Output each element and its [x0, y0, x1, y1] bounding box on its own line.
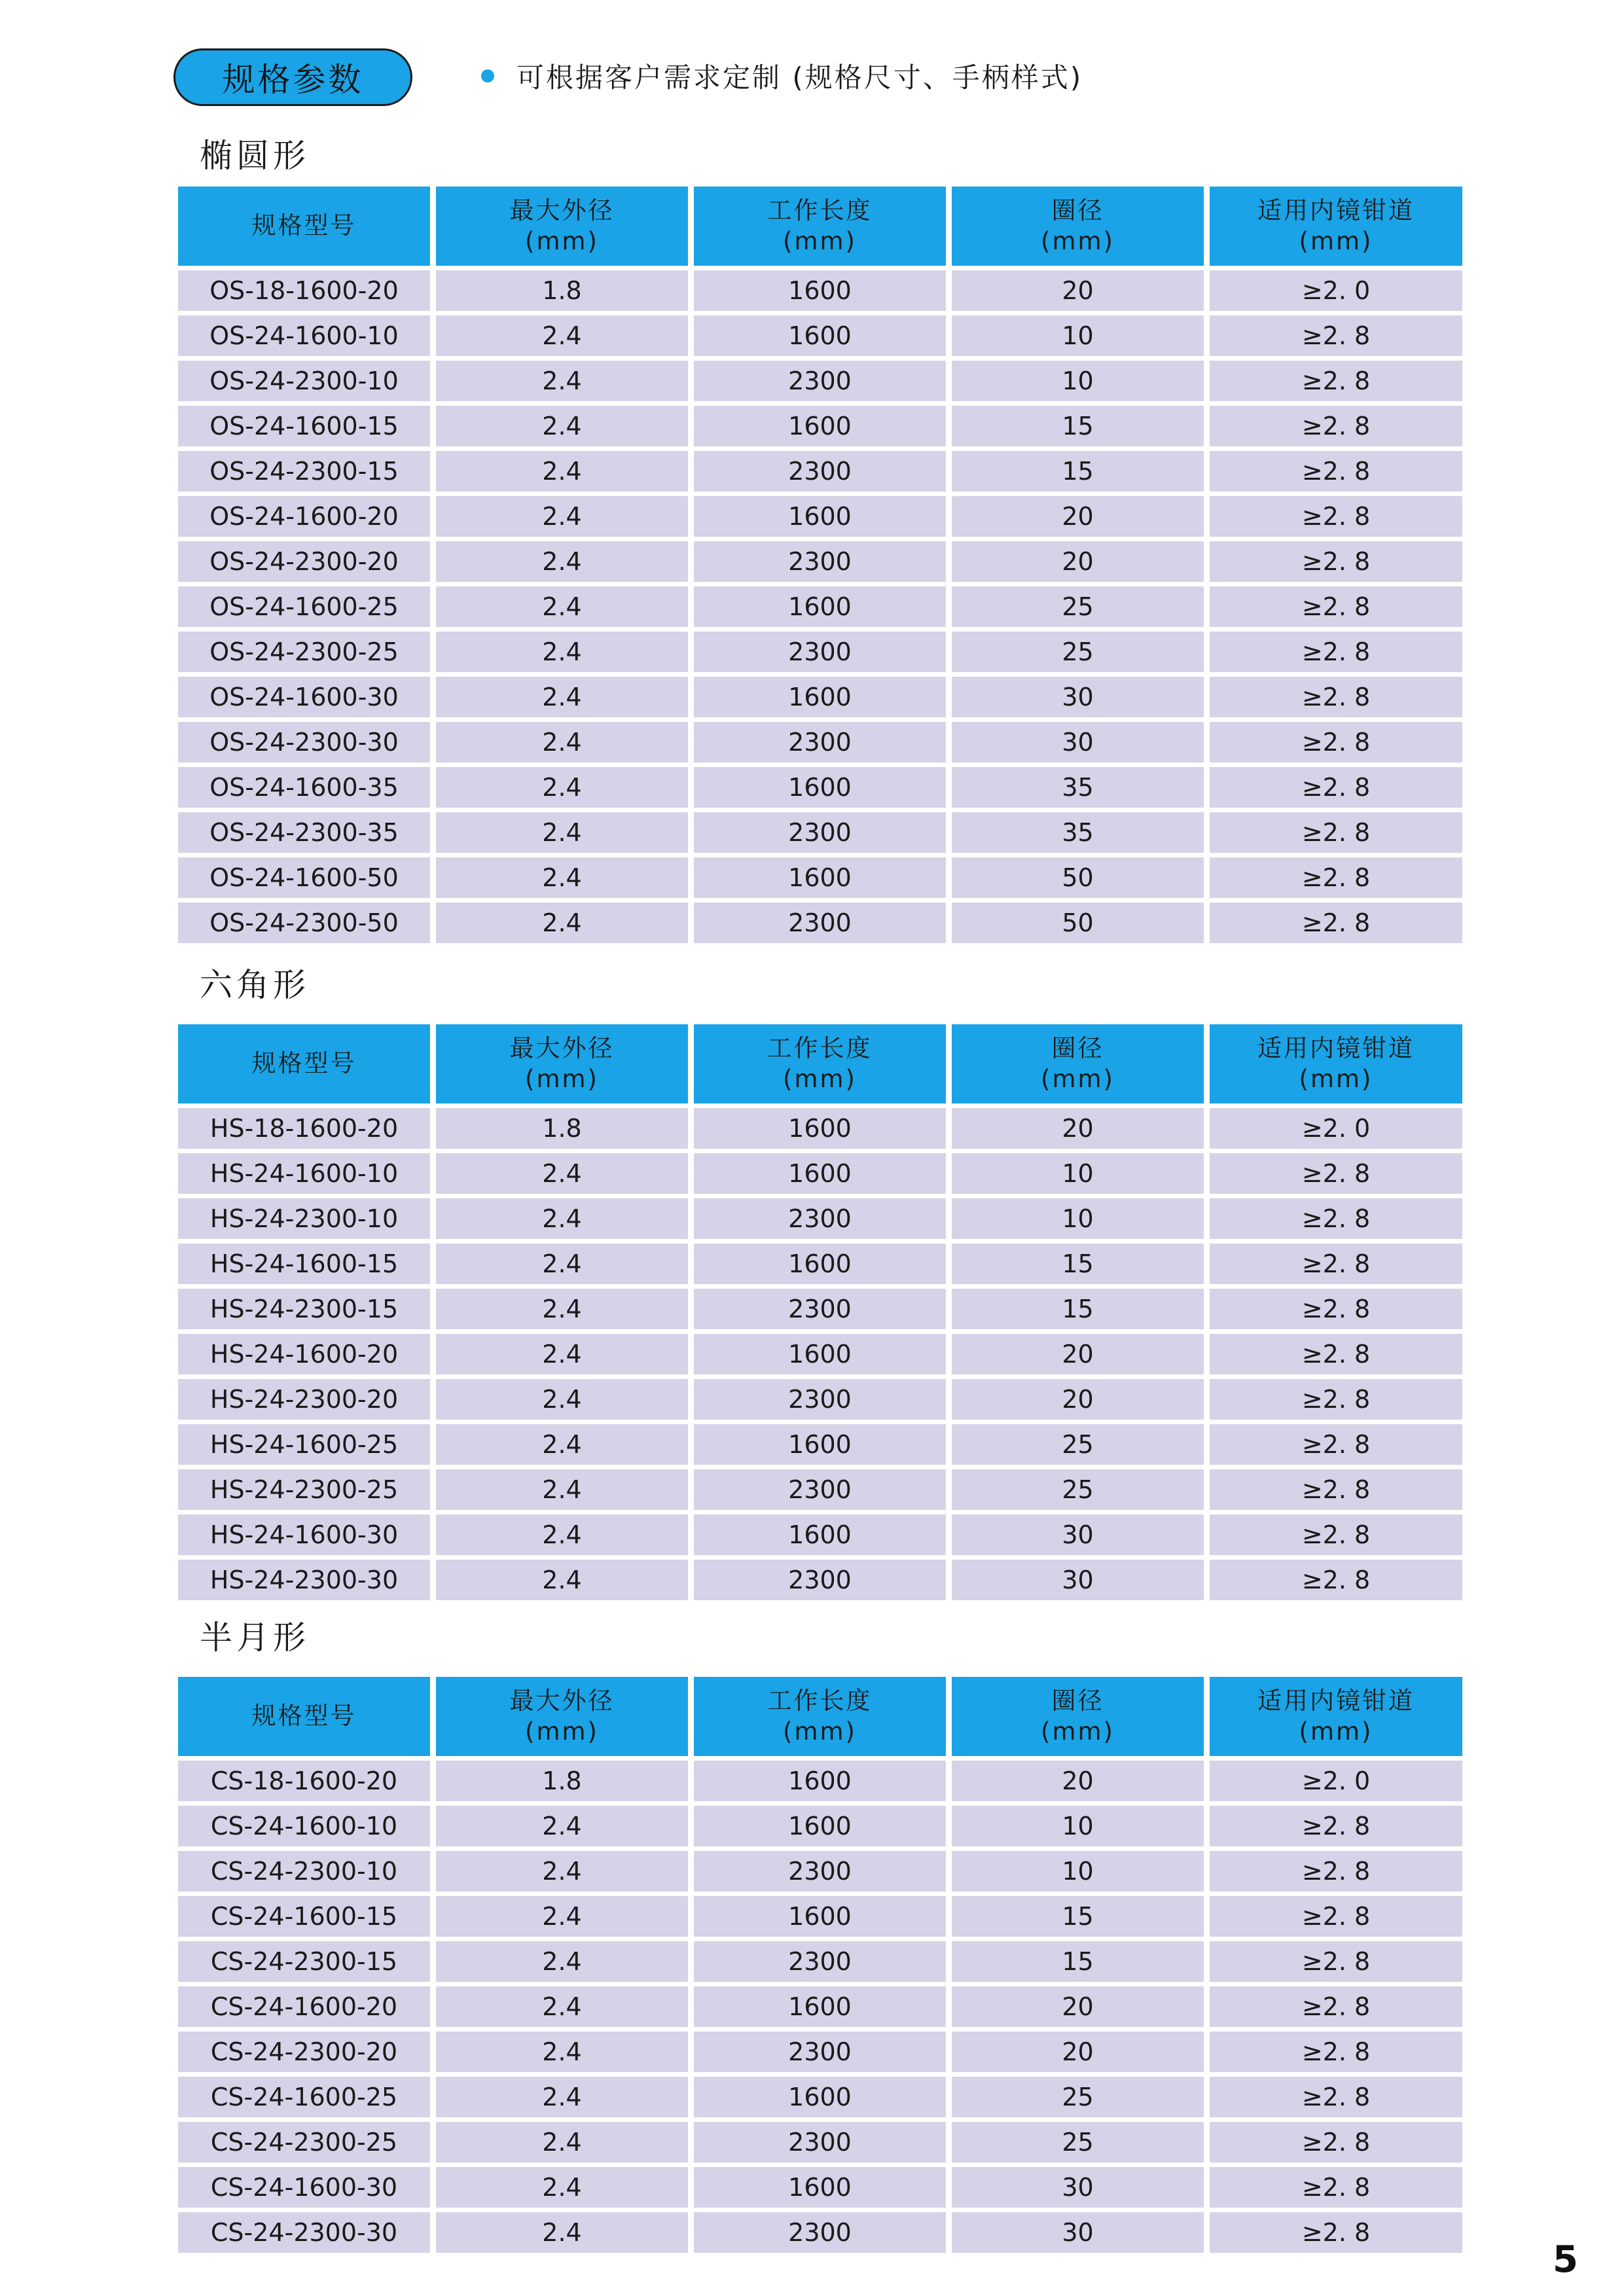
cell-length: 2300	[694, 632, 946, 672]
cell-length: 1600	[694, 2077, 946, 2117]
table-row	[178, 451, 1462, 492]
cell-length: 2300	[694, 2032, 946, 2072]
cell-loop: 25	[952, 2122, 1204, 2162]
header-cell-length	[694, 187, 946, 266]
cell-loop: 10	[952, 1851, 1204, 1892]
cell-max-od: 2.4	[436, 2122, 688, 2162]
cell-channel: ≥2. 8	[1210, 722, 1462, 762]
cell-channel: ≥2. 8	[1210, 677, 1462, 717]
table-row	[178, 812, 1462, 853]
cell-length: 1600	[694, 1515, 946, 1555]
cell-length: 2300	[694, 1469, 946, 1510]
table-row	[178, 1379, 1462, 1420]
cell-channel: ≥2. 8	[1210, 767, 1462, 808]
cell-channel: ≥2. 8	[1210, 1289, 1462, 1329]
table-row	[178, 1289, 1462, 1329]
cell-channel: ≥2. 8	[1210, 2167, 1462, 2208]
header-unit: (mm)	[1041, 226, 1115, 255]
cell-max-od: 2.4	[436, 1515, 688, 1555]
cell-channel: ≥2. 8	[1210, 1469, 1462, 1510]
cell-max-od: 2.4	[436, 541, 688, 582]
header-label: 工作长度	[767, 196, 873, 225]
table-row	[178, 2032, 1462, 2072]
cell-loop: 30	[952, 677, 1204, 717]
header-unit: (mm)	[1041, 1717, 1115, 1746]
header-cell-loop	[952, 1677, 1204, 1756]
cell-channel: ≥2. 0	[1210, 270, 1462, 311]
cell-length: 2300	[694, 1198, 946, 1239]
cell-length: 2300	[694, 1289, 946, 1329]
cell-max-od: 2.4	[436, 1424, 688, 1465]
table-row	[178, 1153, 1462, 1194]
cell-channel: ≥2. 8	[1210, 1806, 1462, 1846]
header-label: 工作长度	[767, 1034, 873, 1063]
header-unit: (mm)	[525, 1717, 599, 1746]
cell-model: CS-24-1600-10	[178, 1806, 430, 1846]
cell-loop: 30	[952, 1560, 1204, 1600]
cell-channel: ≥2. 8	[1210, 1851, 1462, 1892]
header-unit: (mm)	[1299, 1717, 1373, 1746]
cell-loop: 35	[952, 812, 1204, 853]
cell-model: CS-24-2300-10	[178, 1851, 430, 1892]
cell-max-od: 2.4	[436, 812, 688, 853]
cell-max-od: 1.8	[436, 1108, 688, 1149]
header-label: 最大外径	[509, 1687, 615, 1715]
cell-model: OS-24-2300-10	[178, 361, 430, 401]
table-row	[178, 1108, 1462, 1149]
cell-channel: ≥2. 8	[1210, 632, 1462, 672]
customization-note	[481, 56, 1083, 96]
cell-max-od: 2.4	[436, 2032, 688, 2072]
header-label: 适用内镜钳道	[1257, 196, 1415, 225]
cell-channel: ≥2. 8	[1210, 2212, 1462, 2253]
cell-length: 2300	[694, 1941, 946, 1982]
table-row	[178, 406, 1462, 446]
cell-model: OS-24-1600-35	[178, 767, 430, 808]
cell-length: 1600	[694, 496, 946, 537]
cell-loop: 25	[952, 1424, 1204, 1465]
cell-model: OS-24-2300-30	[178, 722, 430, 762]
cell-model: CS-24-1600-25	[178, 2077, 430, 2117]
cell-channel: ≥2. 8	[1210, 1986, 1462, 2027]
cell-length: 2300	[694, 1560, 946, 1600]
customization-note-text: 可根据客户需求定制 (规格尺寸、手柄样式)	[516, 62, 1083, 94]
cell-model: CS-24-2300-15	[178, 1941, 430, 1982]
table-row	[178, 1560, 1462, 1600]
cell-max-od: 2.4	[436, 903, 688, 943]
cell-max-od: 2.4	[436, 2212, 688, 2253]
cell-length: 1600	[694, 857, 946, 898]
header-label: 圈径	[1051, 1687, 1104, 1715]
cell-length: 1600	[694, 1334, 946, 1374]
table-header-row	[178, 1024, 1462, 1103]
cell-length: 2300	[694, 1851, 946, 1892]
header-cell-loop	[952, 1024, 1204, 1103]
header-label: 规格型号	[251, 211, 357, 240]
cell-length: 1600	[694, 270, 946, 311]
table-row	[178, 1986, 1462, 2027]
cell-channel: ≥2. 8	[1210, 496, 1462, 537]
header-unit: (mm)	[783, 226, 857, 255]
cell-model: OS-18-1600-20	[178, 270, 430, 311]
header-unit: (mm)	[1299, 1064, 1373, 1093]
table-row	[178, 1806, 1462, 1846]
cell-channel: ≥2. 8	[1210, 857, 1462, 898]
cell-channel: ≥2. 8	[1210, 2077, 1462, 2117]
spec-table-oval	[178, 187, 1462, 948]
header-label: 规格型号	[251, 1049, 357, 1078]
table-header-row	[178, 1677, 1462, 1756]
cell-model: OS-24-1600-50	[178, 857, 430, 898]
cell-max-od: 2.4	[436, 1469, 688, 1510]
cell-loop: 10	[952, 315, 1204, 356]
cell-max-od: 1.8	[436, 1761, 688, 1801]
cell-channel: ≥2. 8	[1210, 586, 1462, 627]
cell-max-od: 2.4	[436, 1851, 688, 1892]
cell-max-od: 2.4	[436, 1334, 688, 1374]
cell-model: OS-24-1600-20	[178, 496, 430, 537]
cell-length: 2300	[694, 903, 946, 943]
cell-model: HS-24-1600-20	[178, 1334, 430, 1374]
table-header-row	[178, 187, 1462, 266]
cell-model: CS-24-2300-30	[178, 2212, 430, 2253]
cell-max-od: 2.4	[436, 1244, 688, 1284]
cell-length: 2300	[694, 722, 946, 762]
cell-length: 1600	[694, 406, 946, 446]
cell-length: 2300	[694, 2122, 946, 2162]
cell-loop: 50	[952, 857, 1204, 898]
table-row	[178, 2212, 1462, 2253]
cell-channel: ≥2. 8	[1210, 451, 1462, 492]
header-cell-model	[178, 1024, 430, 1103]
table-row	[178, 1244, 1462, 1284]
cell-channel: ≥2. 8	[1210, 1244, 1462, 1284]
cell-loop: 25	[952, 586, 1204, 627]
cell-model: HS-24-1600-30	[178, 1515, 430, 1555]
cell-max-od: 2.4	[436, 1153, 688, 1194]
table-row	[178, 1761, 1462, 1801]
cell-max-od: 2.4	[436, 586, 688, 627]
cell-length: 1600	[694, 315, 946, 356]
cell-channel: ≥2. 8	[1210, 2122, 1462, 2162]
cell-length: 1600	[694, 1896, 946, 1937]
cell-length: 1600	[694, 586, 946, 627]
cell-channel: ≥2. 8	[1210, 406, 1462, 446]
cell-loop: 20	[952, 1379, 1204, 1420]
table-row	[178, 270, 1462, 311]
cell-loop: 20	[952, 270, 1204, 311]
header-label: 最大外径	[509, 196, 615, 225]
cell-model: HS-24-1600-25	[178, 1424, 430, 1465]
cell-channel: ≥2. 8	[1210, 541, 1462, 582]
cell-channel: ≥2. 8	[1210, 1560, 1462, 1600]
header-unit: (mm)	[1041, 1064, 1115, 1093]
cell-max-od: 2.4	[436, 1379, 688, 1420]
cell-length: 2300	[694, 361, 946, 401]
table-row	[178, 541, 1462, 582]
table-row	[178, 2167, 1462, 2208]
cell-model: OS-24-1600-15	[178, 406, 430, 446]
header-label: 适用内镜钳道	[1257, 1687, 1415, 1715]
cell-channel: ≥2. 8	[1210, 1941, 1462, 1982]
cell-model: OS-24-2300-25	[178, 632, 430, 672]
cell-channel: ≥2. 0	[1210, 1108, 1462, 1149]
header-cell-channel	[1210, 1024, 1462, 1103]
cell-loop: 35	[952, 767, 1204, 808]
cell-length: 1600	[694, 1986, 946, 2027]
cell-loop: 10	[952, 361, 1204, 401]
cell-max-od: 2.4	[436, 1896, 688, 1937]
cell-max-od: 2.4	[436, 857, 688, 898]
table-row	[178, 722, 1462, 762]
section-title-hexagonal: 六角形	[200, 966, 310, 1004]
table-row	[178, 1198, 1462, 1239]
cell-loop: 25	[952, 1469, 1204, 1510]
cell-channel: ≥2. 8	[1210, 1334, 1462, 1374]
table-row	[178, 1424, 1462, 1465]
cell-loop: 30	[952, 1515, 1204, 1555]
header-unit: (mm)	[783, 1064, 857, 1093]
cell-max-od: 2.4	[436, 2077, 688, 2117]
cell-loop: 20	[952, 2032, 1204, 2072]
header-label: 圈径	[1051, 196, 1104, 225]
cell-max-od: 2.4	[436, 677, 688, 717]
table-row	[178, 767, 1462, 808]
cell-length: 2300	[694, 541, 946, 582]
cell-loop: 15	[952, 1896, 1204, 1937]
cell-loop: 30	[952, 722, 1204, 762]
cell-channel: ≥2. 8	[1210, 1153, 1462, 1194]
cell-max-od: 2.4	[436, 1198, 688, 1239]
table-row	[178, 361, 1462, 401]
spec-badge: 规格参数	[173, 48, 412, 106]
cell-loop: 50	[952, 903, 1204, 943]
cell-max-od: 2.4	[436, 2167, 688, 2208]
cell-length: 2300	[694, 451, 946, 492]
cell-channel: ≥2. 8	[1210, 1198, 1462, 1239]
cell-model: CS-24-1600-15	[178, 1896, 430, 1937]
cell-max-od: 2.4	[436, 632, 688, 672]
cell-max-od: 2.4	[436, 1986, 688, 2027]
cell-loop: 15	[952, 406, 1204, 446]
table-row	[178, 857, 1462, 898]
cell-model: CS-24-2300-25	[178, 2122, 430, 2162]
cell-max-od: 2.4	[436, 767, 688, 808]
cell-model: HS-24-1600-15	[178, 1244, 430, 1284]
cell-loop: 10	[952, 1153, 1204, 1194]
table-row	[178, 677, 1462, 717]
section-title-crescent: 半月形	[200, 1619, 310, 1657]
cell-loop: 25	[952, 2077, 1204, 2117]
cell-length: 1600	[694, 1806, 946, 1846]
header-label: 工作长度	[767, 1687, 873, 1715]
cell-loop: 20	[952, 496, 1204, 537]
cell-length: 1600	[694, 767, 946, 808]
cell-channel: ≥2. 8	[1210, 1515, 1462, 1555]
cell-length: 2300	[694, 812, 946, 853]
cell-loop: 20	[952, 1761, 1204, 1801]
cell-max-od: 2.4	[436, 361, 688, 401]
cell-model: CS-24-2300-20	[178, 2032, 430, 2072]
header-label: 最大外径	[509, 1034, 615, 1063]
cell-model: HS-24-2300-10	[178, 1198, 430, 1239]
cell-channel: ≥2. 0	[1210, 1761, 1462, 1801]
cell-loop: 25	[952, 632, 1204, 672]
cell-length: 1600	[694, 1108, 946, 1149]
cell-max-od: 2.4	[436, 1289, 688, 1329]
cell-max-od: 2.4	[436, 1560, 688, 1600]
header-cell-loop	[952, 187, 1204, 266]
cell-length: 1600	[694, 677, 946, 717]
cell-loop: 20	[952, 1108, 1204, 1149]
cell-channel: ≥2. 8	[1210, 903, 1462, 943]
table-row	[178, 1851, 1462, 1892]
cell-model: OS-24-2300-15	[178, 451, 430, 492]
header-cell-model	[178, 187, 430, 266]
cell-channel: ≥2. 8	[1210, 812, 1462, 853]
cell-model: OS-24-1600-25	[178, 586, 430, 627]
cell-model: OS-24-1600-10	[178, 315, 430, 356]
header-cell-max-od	[436, 1677, 688, 1756]
cell-loop: 15	[952, 1244, 1204, 1284]
cell-length: 1600	[694, 1424, 946, 1465]
header-cell-max-od	[436, 1024, 688, 1103]
spec-table-hexagonal	[178, 1024, 1462, 1605]
cell-loop: 20	[952, 1334, 1204, 1374]
table-row	[178, 1941, 1462, 1982]
cell-loop: 10	[952, 1806, 1204, 1846]
cell-channel: ≥2. 8	[1210, 1424, 1462, 1465]
cell-channel: ≥2. 8	[1210, 361, 1462, 401]
cell-channel: ≥2. 8	[1210, 315, 1462, 356]
cell-loop: 30	[952, 2167, 1204, 2208]
cell-loop: 20	[952, 1986, 1204, 2027]
cell-max-od: 2.4	[436, 451, 688, 492]
header-cell-length	[694, 1677, 946, 1756]
header-label: 圈径	[1051, 1034, 1104, 1063]
table-row	[178, 632, 1462, 672]
table-row	[178, 315, 1462, 356]
page-number: 5	[1553, 2238, 1578, 2281]
cell-model: CS-24-1600-20	[178, 1986, 430, 2027]
cell-loop: 15	[952, 451, 1204, 492]
table-row	[178, 1896, 1462, 1937]
table-row	[178, 1515, 1462, 1555]
cell-model: HS-24-2300-30	[178, 1560, 430, 1600]
cell-max-od: 2.4	[436, 1806, 688, 1846]
spec-table-crescent	[178, 1677, 1462, 2257]
header-unit: (mm)	[525, 226, 599, 255]
cell-length: 1600	[694, 2167, 946, 2208]
cell-channel: ≥2. 8	[1210, 2032, 1462, 2072]
section-title-oval: 椭圆形	[200, 137, 310, 175]
cell-channel: ≥2. 8	[1210, 1896, 1462, 1937]
cell-model: HS-24-2300-15	[178, 1289, 430, 1329]
cell-model: CS-24-1600-30	[178, 2167, 430, 2208]
header-cell-model	[178, 1677, 430, 1756]
header-unit: (mm)	[1299, 226, 1373, 255]
header-label: 规格型号	[251, 1702, 357, 1731]
header-cell-channel	[1210, 187, 1462, 266]
cell-max-od: 2.4	[436, 406, 688, 446]
header-cell-max-od	[436, 187, 688, 266]
table-row	[178, 496, 1462, 537]
header-cell-length	[694, 1024, 946, 1103]
table-row	[178, 2077, 1462, 2117]
cell-loop: 20	[952, 541, 1204, 582]
table-row	[178, 1334, 1462, 1374]
cell-model: CS-18-1600-20	[178, 1761, 430, 1801]
cell-max-od: 1.8	[436, 270, 688, 311]
cell-length: 1600	[694, 1244, 946, 1284]
cell-loop: 10	[952, 1198, 1204, 1239]
cell-model: HS-18-1600-20	[178, 1108, 430, 1149]
cell-model: HS-24-2300-25	[178, 1469, 430, 1510]
cell-max-od: 2.4	[436, 1941, 688, 1982]
header-cell-channel	[1210, 1677, 1462, 1756]
cell-model: OS-24-1600-30	[178, 677, 430, 717]
cell-loop: 30	[952, 2212, 1204, 2253]
cell-length: 1600	[694, 1761, 946, 1801]
cell-model: HS-24-2300-20	[178, 1379, 430, 1420]
bullet-dot-icon	[481, 69, 494, 82]
cell-loop: 15	[952, 1289, 1204, 1329]
header-unit: (mm)	[525, 1064, 599, 1093]
table-row	[178, 2122, 1462, 2162]
table-row	[178, 903, 1462, 943]
cell-loop: 15	[952, 1941, 1204, 1982]
cell-model: OS-24-2300-20	[178, 541, 430, 582]
cell-model: OS-24-2300-50	[178, 903, 430, 943]
header-unit: (mm)	[783, 1717, 857, 1746]
cell-model: OS-24-2300-35	[178, 812, 430, 853]
table-row	[178, 586, 1462, 627]
cell-length: 2300	[694, 2212, 946, 2253]
cell-length: 2300	[694, 1379, 946, 1420]
header-label: 适用内镜钳道	[1257, 1034, 1415, 1063]
cell-max-od: 2.4	[436, 496, 688, 537]
cell-max-od: 2.4	[436, 722, 688, 762]
cell-channel: ≥2. 8	[1210, 1379, 1462, 1420]
table-row	[178, 1469, 1462, 1510]
cell-length: 1600	[694, 1153, 946, 1194]
cell-max-od: 2.4	[436, 315, 688, 356]
cell-model: HS-24-1600-10	[178, 1153, 430, 1194]
